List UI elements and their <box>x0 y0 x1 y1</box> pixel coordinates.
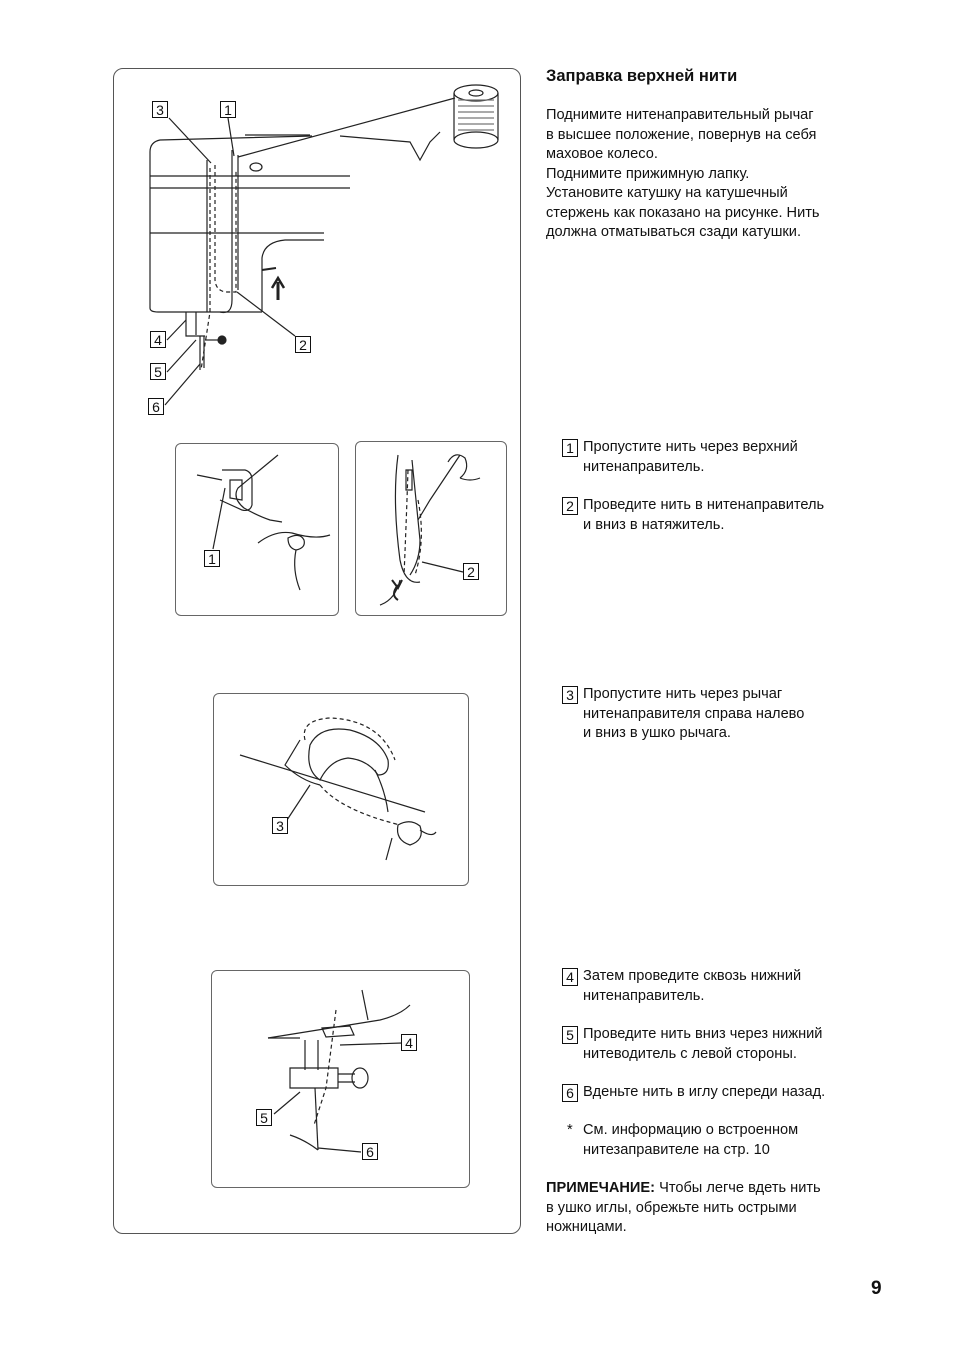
main-label-2: 2 <box>295 336 311 353</box>
detail-3-label: 3 <box>272 817 288 834</box>
intro-line: маховое колесо. <box>546 146 658 162</box>
step-line: и вниз в натяжитель. <box>583 516 725 533</box>
step-line: Пропустите нить через рычаг <box>583 686 783 702</box>
asterisk-line: См. информацию о встроенном <box>583 1122 799 1138</box>
intro-line: Поднимите прижимную лапку. <box>546 165 750 182</box>
step-line: и вниз в ушко рычага. <box>583 725 731 741</box>
step-line: нитеводитель с левой стороны. <box>583 1045 797 1062</box>
main-label-1: 1 <box>220 101 236 118</box>
step-number: 5 <box>562 1026 578 1044</box>
step-number: 3 <box>562 686 578 704</box>
asterisk-line: нитезаправителе на стр. 10 <box>583 1141 770 1158</box>
detail-4-label-5: 5 <box>256 1109 272 1126</box>
step-line: Затем проведите сквозь нижний <box>583 968 802 984</box>
main-label-5: 5 <box>150 363 166 380</box>
intro-line: Поднимите нитенаправительный рычаг <box>546 107 814 123</box>
asterisk-mark: * <box>567 1122 573 1138</box>
page-title: Заправка верхней нити <box>546 67 738 85</box>
intro-line: должна отматываться сзади катушки. <box>546 224 801 240</box>
note-line: в ушко иглы, обрежьте нить острыми <box>546 1199 797 1216</box>
step-number: 1 <box>562 439 578 457</box>
intro-line: стержень как показано на рисунке. Нить <box>546 204 820 221</box>
step-line: Проведите нить вниз через нижний <box>583 1026 823 1042</box>
detail-1-label: 1 <box>204 550 220 567</box>
detail-2-label: 2 <box>463 563 479 580</box>
main-label-3: 3 <box>152 101 168 118</box>
step-number: 2 <box>562 497 578 515</box>
note-label: ПРИМЕЧАНИЕ: <box>546 1180 656 1196</box>
detail-4-label-4: 4 <box>401 1034 417 1051</box>
step-line: нитенаправителя справа налево <box>583 705 805 722</box>
step-line: Проведите нить в нитенаправитель <box>583 497 825 513</box>
step-line: нитенаправитель. <box>583 458 705 475</box>
note-line: Чтобы легче вдеть нить <box>655 1180 821 1196</box>
intro-paragraph <box>546 106 876 243</box>
note-line: ножницами. <box>546 1219 627 1235</box>
detail-4-label-6: 6 <box>362 1143 378 1160</box>
note-block <box>546 1179 866 1238</box>
step-line: нитенаправитель. <box>583 987 705 1004</box>
step-number: 4 <box>562 968 578 986</box>
intro-line: в высшее положение, повернув на себя <box>546 126 817 143</box>
step-line: Пропустите нить через верхний <box>583 439 798 455</box>
main-label-6: 6 <box>148 398 164 415</box>
main-label-4: 4 <box>150 331 166 348</box>
intro-line: Установите катушку на катушечный <box>546 185 788 201</box>
page-number: 9 <box>871 1278 882 1299</box>
step-number: 6 <box>562 1084 578 1102</box>
step-line: Вденьте нить в иглу спереди назад. <box>583 1084 826 1100</box>
